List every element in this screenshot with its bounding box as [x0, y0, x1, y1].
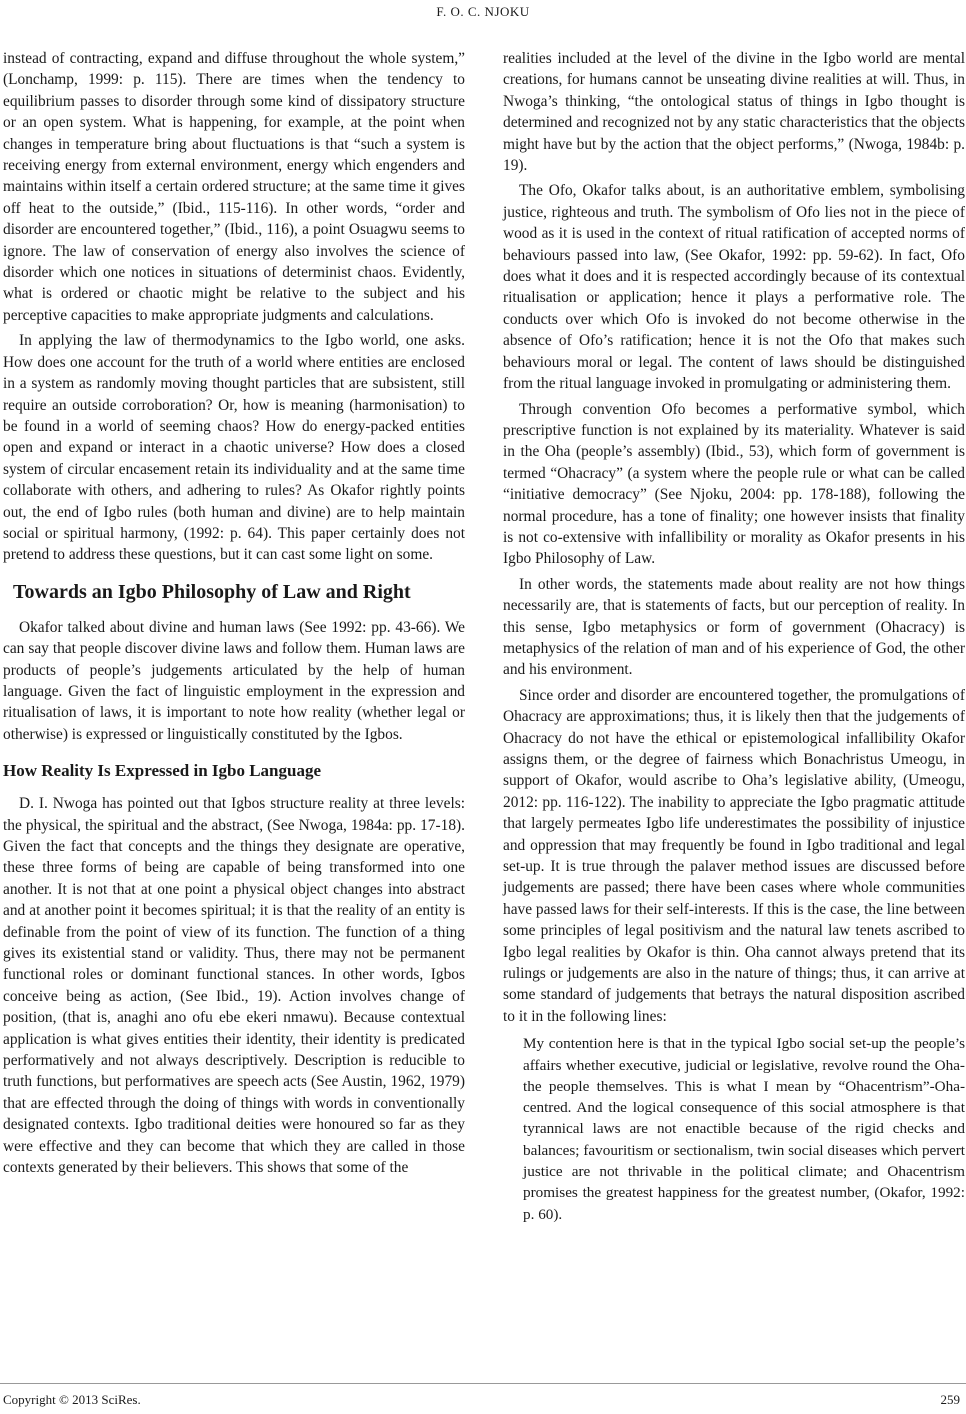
paragraph: realities included at the level of the divine in the Igbo world are mental creations, for humans cannot be unseating divine realities at will. Thus, in Nwoga’s thinking, “the ontological status of things in Igbo thought is determined and recognized not by any static characteristics that the objects might have but by the action that the object performs,” (Nwoga, 1984b: p. 19).	[503, 50, 965, 175]
running-head: F. O. C. NJOKU	[436, 4, 530, 19]
page-number: 259	[940, 1392, 960, 1407]
footer-rule	[0, 1383, 966, 1384]
section-heading: Towards an Igbo Philosophy of Law and Right	[13, 580, 411, 603]
paragraph: instead of contracting, expand and diffuse throughout the whole system,” (Lonchamp, 1999: p. 115). There are times when the tendency to equilibrium passes to disorder through some kind of dissipatory structure or an open system. What is happening, for example, at the point when changes in temperature bring about fluctuations is that “such a system is receiving energy from external environment, energy which engenders and maintains within itself a certain ordered structure; at the same time it gives off heat to the outside,” (Ibid., 115-116). In other words, “order and disorder are encountered together,” (Ibid., 116), a point Osuagwu seems to ignore. The law of conservation of energy also involves the science of disorder which one notices in situations of determinist chaos. Evidently, what is ordered or chaotic might be relative to the subject and his perceptive capacities to make appropriate judgments and calculations.	[3, 50, 465, 324]
paragraph: In other words, the statements made about reality are not how things necessarily are, that is statements of facts, but our perception of reality. In this sense, Igbo metaphysics or form of government (Ohacracy) is metaphysics of the relation of man and of his experience of God, the other and his environment.	[503, 575, 965, 679]
block-quote: My contention here is that in the typical Igbo social set-up the people’s affairs whether executive, judicial or legislative, revolve round the Oha-the people themselves. This is what I mean by “Ohacentrism”-Oha-centred. And the logical consequence of this social atmosphere is that tyrannical laws are not enactible because of the rigid checks and balances; favouritism or sectionalism, twin social diseases which pervert justice are not thrivable in the political climate; and Ohacentrism promises the greatest happiness for the greatest number, (Okafor, 1992: p. 60).	[523, 1035, 965, 1223]
right-column	[503, 48, 965, 1225]
paragraph: Through convention Ofo becomes a performative symbol, which prescriptive function is not explained by its materiality. Whatever is said in the Oha (people’s assembly) (Ibid., 53), which form of government is termed “Ohacracy” (a system where the people rule or what can be called “initiative democracy” (See Njoku, 2004: pp. 178-188), following the normal procedure, has a tone of finality; one however insists that finality is not co-extensive with infallibility or morality as Okafor presents in his Igbo Philosophy of Law.	[503, 400, 965, 568]
paragraph: In applying the law of thermodynamics to the Igbo world, one asks. How does one account for the truth of a world where entities are enclosed in a system as randomly moving thought particles that are subsistent, still require an outside corroboration? Or, how is meaning (harmonisation) to be found in a world of seeming chaos? How do energy-packed entities open and expand or interact in a chaotic universe? How does a closed system of circular encasement retain its individuality and at the same time collaborate with others, and adhering to rules? As Okafor rightly points out, the end of Igbo rules (both human and divine) are to help maintain social or spiritual harmony, (1992: p. 64). This paper certainly does not pretend to address these questions, but it can cast some light on some.	[3, 332, 465, 564]
paragraph: D. I. Nwoga has pointed out that Igbos structure reality at three levels: the physical, the spiritual and the abstract, (See Nwoga, 1984a: pp. 17-18). Given the fact that concepts and the things they designate are operative, these three forms of being are capable of being transformed into one another. It is not that at one point a physical object changes into abstract and at another point it becomes spiritual; it is that the reality of an entity is definable from the point of view of its function. The function of a thing gives its existential stand or validity. Thus, there may not be permanent functional roles or dominant functional stances. In other words, Igbos conceive being as action, (See Ibid., 19). Action involves change of position, (that is, anaghi ano ofu ebe ekeri nmawu). Because contextual application is what gives entities their identity, their identity is predicated performatively and not always descriptively. Description is reducible to truth functions, but performatives are speech acts (See Austin, 1962, 1979) that are effected through the doing of things with words in conventionally designated contexts. Igbo traditional deities were honoured so far as they were effective and they can become that which they are called in those contexts generated by their believers. This shows that some of the	[3, 795, 465, 1177]
left-column	[3, 48, 465, 1183]
paragraph: Since order and disorder are encountered together, the promulgations of Ohacracy are approximations; thus, it is likely then that the judgements of Ohacracy do not have the ethical or epistemological infallibility Okafor assigns them, or the degree of fairness which Bonachristus Umeogu, in support of Okafor, would ascribe to Oha’s legislative ability, (Umeogu, 2012: pp. 116-122). The inability to appreciate the Igbo pragmatic attitude that largely permeates Igbo life underestimates the possibility of injustice and oppression that may frequently be found in Igbo traditional and legal set-up. It is true through the palaver method issues are discussed before judgements are passed; there have been cases where whole communities have passed laws for their self-interests. If this is the case, the line between some principles of legal positivism and the natural law tenets ascribed to Igbo legal realities by Okafor is thin. Oha cannot always pretend that its rulings or judgements are also in the nature of things; thus, it can arrive at some standard of judgements that betrays the natural disposition ascribed to it in the following lines:	[503, 686, 965, 1025]
copyright-notice: Copyright © 2013 SciRes.	[3, 1392, 141, 1407]
subsection-heading: How Reality Is Expressed in Igbo Language	[3, 761, 322, 781]
paragraph: The Ofo, Okafor talks about, is an authoritative emblem, symbolising justice, righteous and truth. The symbolism of Ofo lies not in the piece of wood as it is used in the context of ritual ratification of accepted norms of behaviours passed into law, (See Okafor, 1992: pp. 59-62). In fact, Ofo does what it does and it is respected accordingly because of its contextual ritualisation or application; hence it plays a performative role. The conducts over which Ofo is invoked do not become otherwise in the absence of Ofo’s ratification; hence it is not the Ofo that makes such behaviours moral or legal. The content of laws should be distinguished from the ritual language invoked in promulgating or administering them.	[503, 182, 965, 393]
paragraph: Okafor talked about divine and human laws (See 1992: pp. 43-66). We can say that people discover divine laws and follow them. Human laws are products of people’s judgements articulated by the help of human language. Given the fact of linguistic employment in the expression and ritualisation of laws, it is important to note how reality (whether legal or otherwise) is expressed or linguistically constituted by the Igbos.	[3, 618, 465, 743]
